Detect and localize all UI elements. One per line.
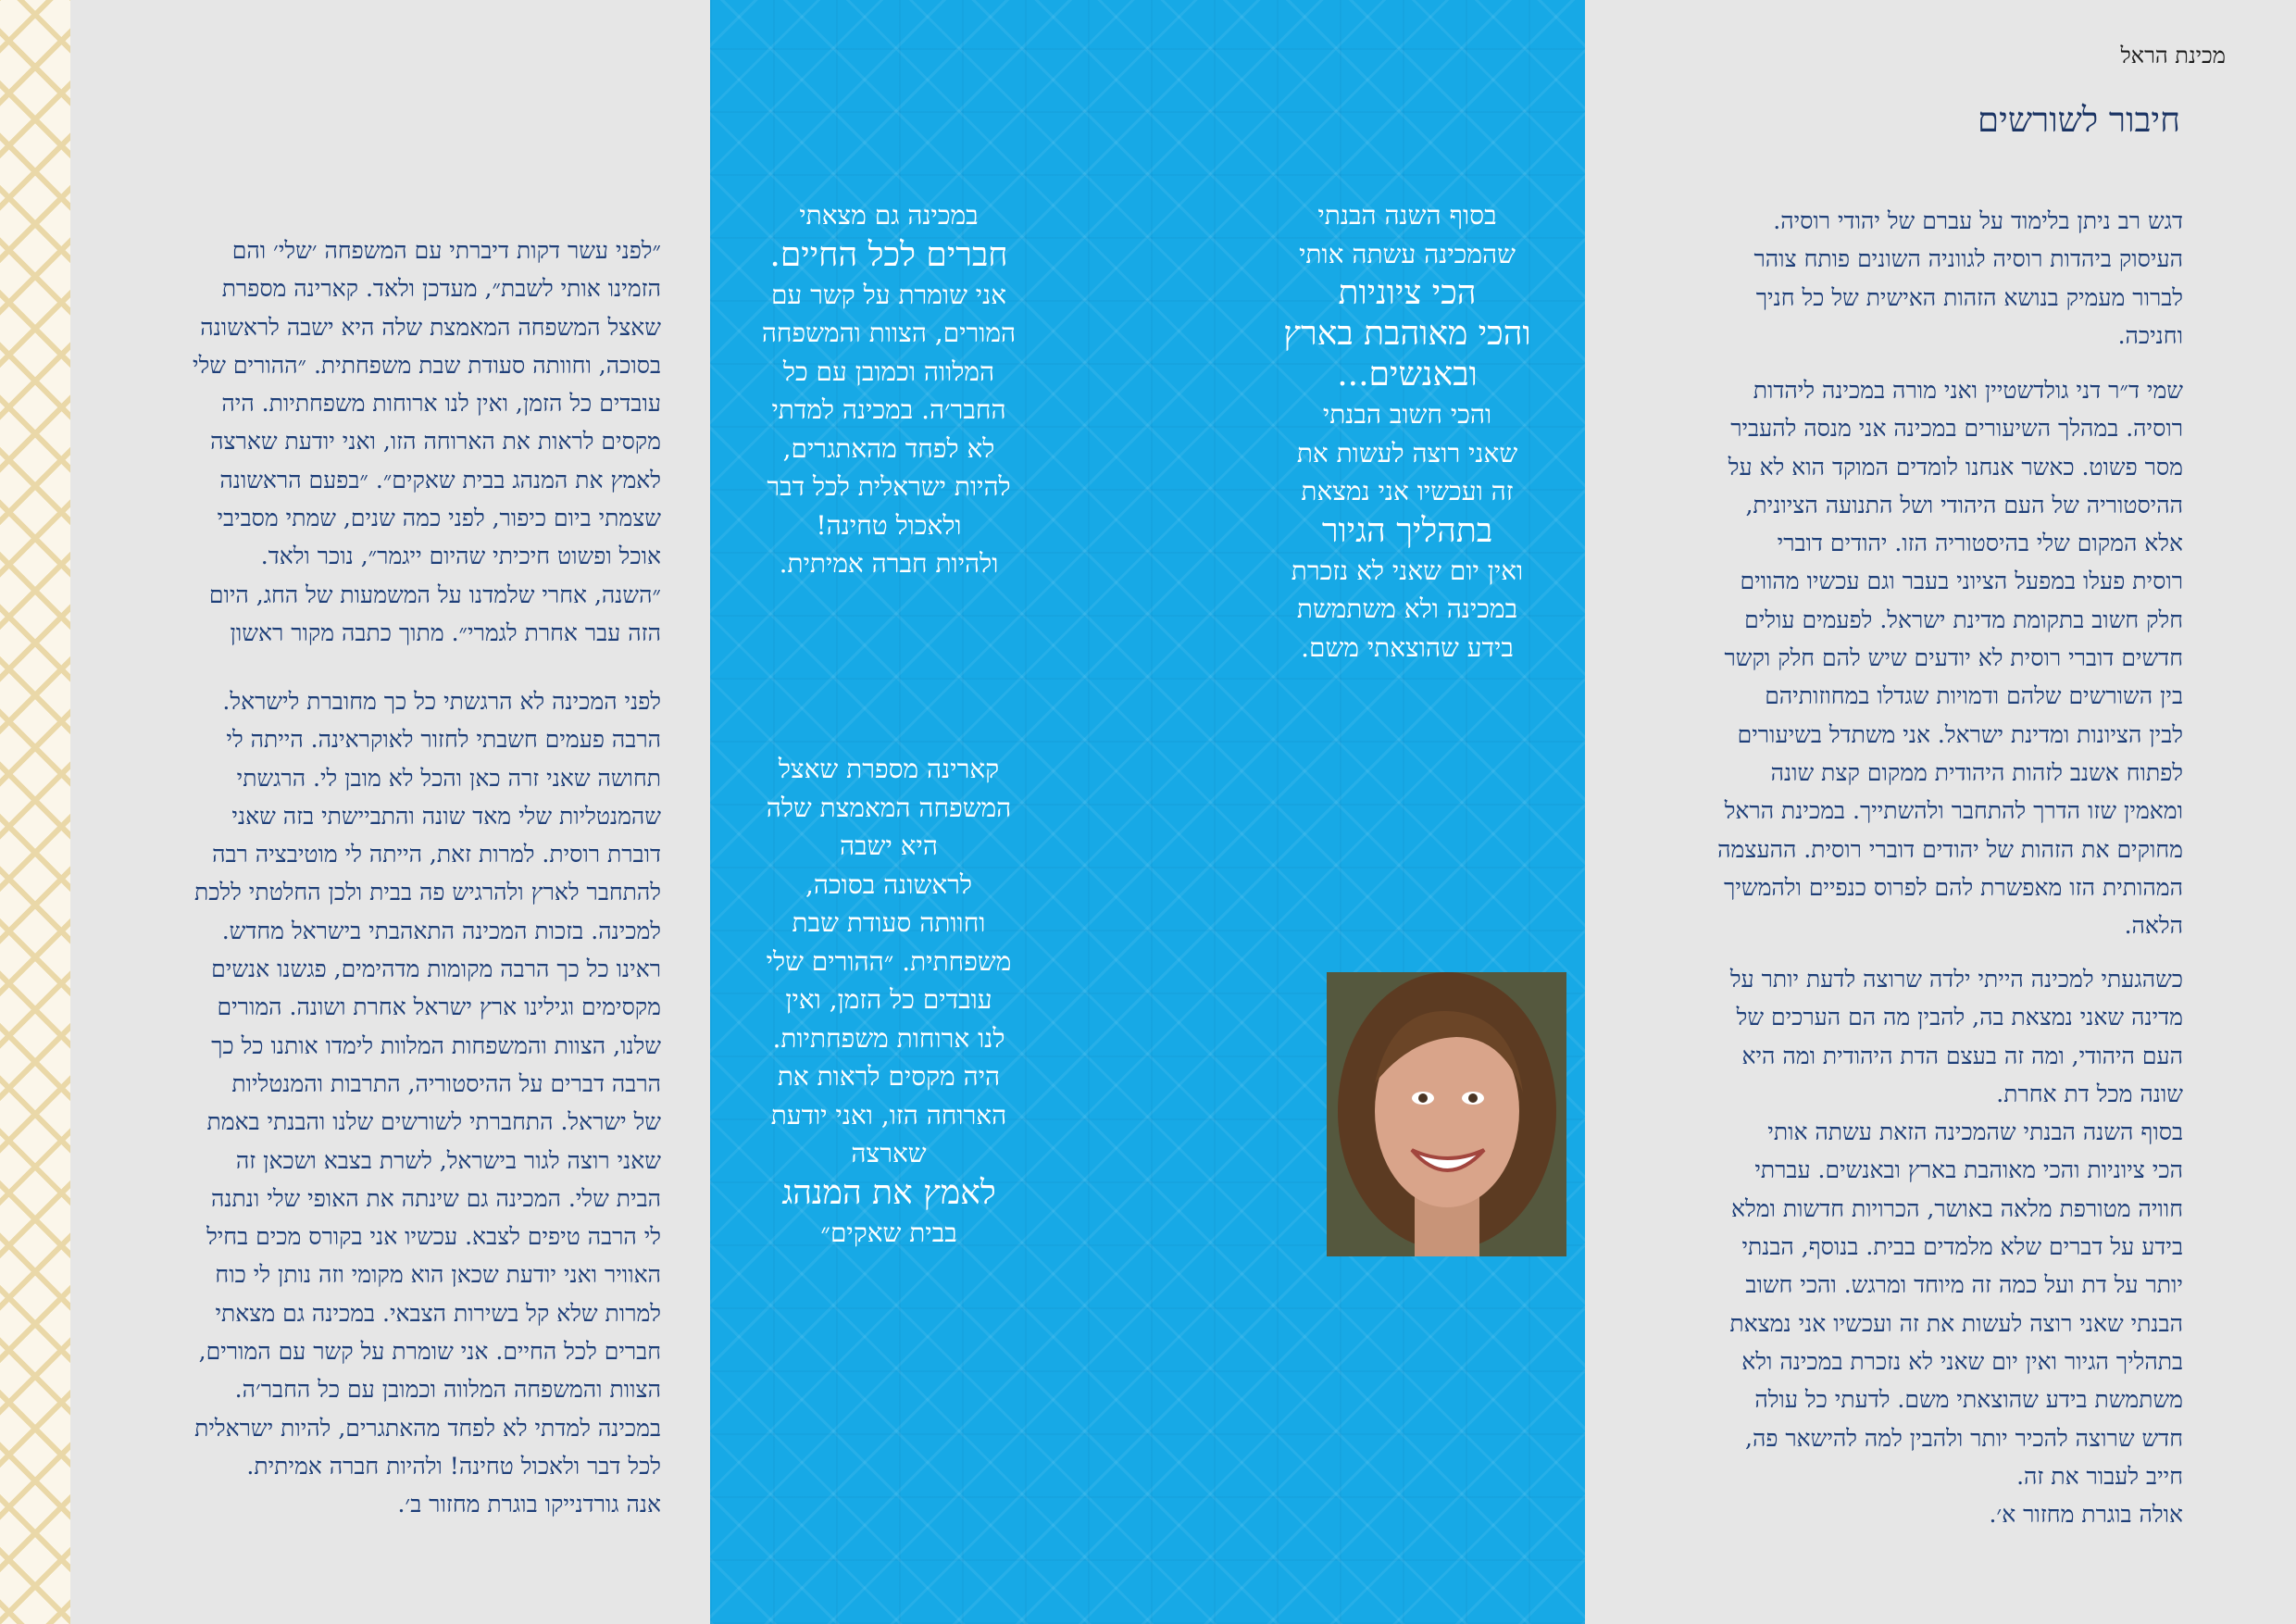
decorative-border (0, 0, 70, 1624)
quote-line: החבר׳ה. במכינה למדתי (771, 394, 1006, 425)
quote-line: אני שומרת על קשר עם (770, 279, 1007, 310)
quote-highlight: ובאנשים... (1337, 356, 1478, 394)
quote-line: במכינה גם מצאתי (799, 200, 979, 231)
portrait-illustration (1327, 972, 1566, 1256)
left-paragraph-1: ״לפני עשר דקות דיברתי עם המשפחה ׳שלי׳ והם הזמינו אותי לשבת״, מעדכן ולאד. קארינה מספרת שאצל המשפחה המאמצת שלה היא ישבה לראשונה בסוכה, וחוותה סעודת שבת משפחתית. ״ההורים שלי עובדים כל הזמן, ואין לנו ארוחות משפחתיות. היה מקסים לראות את הארוחה הזו, ואני יודעת שארצה לאמץ את המנהג בבית שאקים״. ״בפעם הראשונה שצמתי ביום כיפור, לפני כמה שנים, שמתי מסביבי אוכל ופשוט חיכיתי שהיום ייגמר״, נוכר ולאד. ״השנה, אחרי שלמדנו על המשמעות של החג, היום הזה עבר אחרת לגמרי״. מתוך כתבה מקור ראשון (193, 237, 661, 646)
quote-line: להיות ישראלית לכל דבר (767, 471, 1011, 502)
quote-line: בבית שאקים״ (820, 1217, 957, 1248)
left-paragraph-2: לפני המכינה לא הרגשתי כל כך מחוברת לישראל. הרבה פעמים חשבתי לחזור לאוקראינה. הייתה לי תחושה שאני זרה כאן והכל לא מובן לי. הרגשתי שהמנטליות שלי מאד שונה והתביישתי בזה שאני דוברת רוסית. למרות זאת, הייתה לי מוטיבציה רבה להתחבר לארץ ולהרגיש פה בבית ולכן החלטתי ללכת למכינה. בזכות המכינה התאהבתי בישראל מחדש. ראינו כל כך הרבה מקומות מדהימים, פגשנו אנשים מקסימים וגילינו ארץ ישראל אחרת ושונה. המורים שלנו, הצוות והמשפחות המלוות לימדו אותנו כל כך הרבה דברים על ההיסטוריה, התרבות והמנטליות של ישראל. התחברתי לשורשים שלנו והבנתי באמת שאני רוצה לגור בישראל, לשרת בצבא ושכאן זה הבית שלי. המכינה גם שינתה את האופי שלי ונתנה לי הרבה טיפים לצבא. עכשיו אני בקורס מכים בחיל האוויר ואני יודעת שכאן הוא מקומי וזה נותן לי כוח למרות שלא קל בשירות הצבאי. במכינה גם מצאתי חברים לכל החיים. אני שומרת על קשר עם המורים, הצוות והמשפחה המלווה וכמובן עם כל החבר׳ה. במכינה למדתי לא לפחד מהאתגרים, להיות ישראלית לכל דבר ולאכול טחינה! ולהיות חברה אמיתית. אנה גורדנייקו בוגרת מחזור ב׳. (193, 688, 661, 1518)
quote-highlight: הכי ציוניות (1338, 274, 1477, 312)
quote-highlight: והכי מאוהבת בארץ (1283, 315, 1531, 353)
quote-line: במכינה ולא משתמשת (1296, 593, 1518, 624)
quote-line: שאני רוצה לעשות את (1296, 437, 1518, 468)
quote-line: המלווה וכמובן עם כל (782, 356, 995, 387)
quote-line: שארצה (851, 1138, 927, 1168)
quote-line: בידע שהוצאתי משם. (1301, 631, 1514, 663)
quote-line: עובדים כל הזמן, ואין (785, 984, 992, 1015)
quote-line: המשפחה המאמצת שלה (766, 792, 1012, 823)
quote-line: ולאכול טחינה! (816, 509, 962, 541)
quote-line: לנו ארוחות משפחתיות. (772, 1022, 1005, 1054)
quote-line: היא ישבה (840, 831, 938, 861)
quote-line: הארוחה הזו, ואני יודעת (770, 1099, 1007, 1131)
quote-highlight: לאמץ את המנהג (781, 1173, 996, 1212)
quote-line: קארינה מספרת שאצל (778, 754, 1000, 784)
quote-line: המורים, הצוות והמשפחה (761, 318, 1017, 348)
quote-line: היה מקסים לראות את (777, 1061, 1001, 1092)
page-header: מכינת הראל (2120, 43, 2226, 69)
quote-line: לראשונה בסוכה, (805, 868, 973, 900)
quote-line: והכי חשוב הבנתי (1322, 399, 1492, 430)
portrait-photo (1327, 972, 1566, 1256)
right-paragraph-3: כשהגעתי למכינה הייתי ילדה שרוצה לדעת יותר על מדינה שאני נמצאת בה, להבין מה הם הערכים של העם היהודי, ומה זה בעצם הדת היהודית ומה היא שונה מכל דת אחרת. בסוף השנה הבנתי שהמכינה הזאת עשתה אותי הכי ציוניות והכי מאוהבת בארץ ובאנשים. עברתי חוויה מטורפת מלאה באושר, הכרויות חדשות ומלא בידע על דברים שלא מלמדים בבית. בנוסף, הבנתי יותר על דת ועל כמה זה מיוחד ומרגש. והכי חשוב הבנתי שאני רוצה לעשות את זה ועכשיו אני נמצאת בתהליך הגיור ואין יום שאני לא נזכרת במכינה ולא משתמשת בידע שהוצאתי משם. לדעתי כל עולה חדש שרוצה להכיר יותר ולהבין למה להישאר פה, חייב לעבור את זה. אולה בוגרת מחזור א׳. (1729, 966, 2183, 1529)
right-paragraph-2: שמי ד״ר דני גולדשטיין ואני מורה במכינה ליהדות רוסיה. במהלך השיעורים במכינה אני מנסה להעביר מסר פשוט. כאשר אנחנו לומדים המוקד הוא לא על ההיסטוריה של העם היהודי ושל התנועה הציונית, אלא המקום שלי בהיסטוריה הזו. יהודים דוברי רוסית פעלו במפעל הציוני בעבר וגם עכשיו מהווים חלק חשוב בתקומת מדינת ישראל. לפעמים עולים חדשים דוברי רוסית לא יודעים שיש להם חלק וקשר בין השורשים שלהם ודמויות שגדלו במחוזותיהם לבין הציונות ומדינת ישראל. אני משתדל בשיעורים לפתוח אשנב לזהות היהודית ממקום קצת שונה ומאמין שזו הדרך להתחבר ולהשתייך. במכינת הראל מחוקים את הזהות של יהודים דוברי רוסית. ההעצמה המהותית הזו מאפשרת להם לפרוס כנפיים ולהמשיך הלאה. (1717, 377, 2183, 940)
right-paragraph-1: דגש רב ניתן בלימוד על עברם של יהודי רוסיה. העיסוק ביהדות רוסיה לגווניה השונים פותח צוהר לברור מעמיק בנושא הזהות האישית של כל חניך וחניכה. (1753, 207, 2183, 349)
quote-line: וחוותה סעודת שבת (792, 907, 986, 938)
quote-line: שהמכינה עשתה אותי (1299, 238, 1516, 269)
quote-line: ואין יום שאני לא נזכרת (1291, 555, 1524, 586)
pull-quote-karina (727, 750, 1051, 1252)
quote-line: זה ועכשיו אני נמצאת (1301, 476, 1514, 506)
quote-highlight: חברים לכל החיים. (769, 235, 1008, 274)
quote-highlight: בתהליך הגיור (1321, 511, 1493, 550)
page-title: חיבור לשורשים (1978, 100, 2180, 140)
quote-line: לא לפחד מהאתגרים, (782, 432, 995, 464)
quote-line: ולהיות חברה אמיתית. (779, 548, 999, 579)
pull-quote-anna (727, 196, 1051, 583)
quote-line: בסוף השנה הבנתי (1317, 200, 1497, 231)
quote-line: משפחתית. ״ההורים שלי (766, 945, 1012, 977)
pull-quote-ola (1245, 196, 1569, 667)
